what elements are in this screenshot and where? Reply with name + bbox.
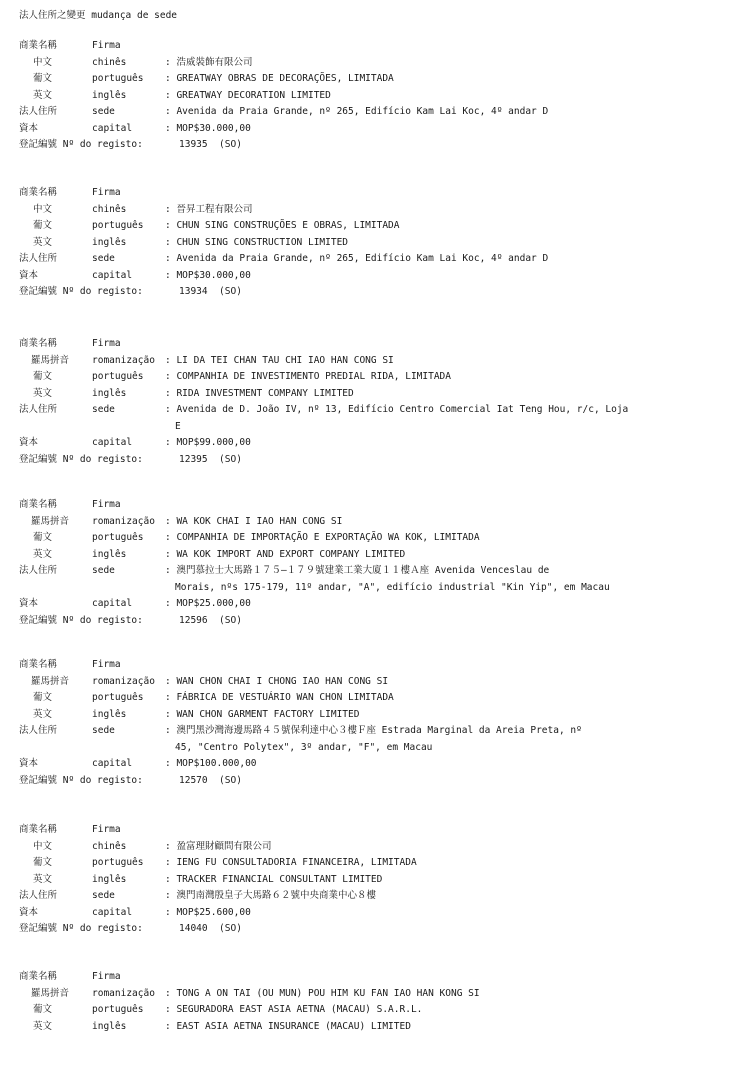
field-value: : RIDA INVESTMENT COMPANY LIMITED [165, 387, 354, 399]
field-pt-label: português [92, 1004, 144, 1015]
registo-label: 登記編號 Nº do registo: [19, 139, 143, 150]
field-zh-label: 英文 [33, 236, 53, 248]
field-pt-label: inglês [92, 89, 127, 101]
firma-header-row [19, 969, 731, 986]
field-value: : MOP$100.000,00 [165, 758, 257, 769]
field-pt-label: português [92, 692, 144, 703]
field-row [19, 707, 731, 724]
firma-pt-label: Firma [92, 187, 121, 198]
company-record [19, 657, 731, 789]
field-zh-label: 英文 [33, 708, 53, 720]
field-zh-label: 中文 [33, 56, 53, 68]
firma-header-row [19, 822, 731, 839]
field-value: : 澳門南灣殷皇子大馬路６２號中央商業中心８樓 [165, 890, 376, 901]
company-record [19, 497, 731, 629]
field-zh-label: 資本 [19, 906, 39, 918]
field-row [19, 353, 731, 370]
field-row [19, 596, 731, 613]
field-row [19, 369, 731, 386]
field-value: : Avenida da Praia Grande, nº 265, Edifício Kam Lai Koc, 4º andar D [165, 106, 549, 117]
field-value: : 盈富理財顧問有限公司 [165, 840, 272, 852]
field-value: : CHUN SING CONSTRUCTION LIMITED [165, 236, 349, 248]
registo-number: 14040 (SO) [179, 923, 242, 934]
field-value: : WAN CHON GARMENT FACTORY LIMITED [165, 708, 360, 720]
firma-pt-label: Firma [92, 971, 121, 982]
firma-header-row [19, 657, 731, 674]
firma-zh-label: 商業名稱 [19, 824, 58, 835]
page-heading: 法人住所之變更 mudança de sede [19, 10, 178, 21]
field-pt-label: capital [92, 437, 133, 448]
field-zh-label: 羅馬拼音 [31, 515, 70, 527]
field-zh-label: 葡文 [33, 1004, 53, 1015]
field-pt-label: sede [92, 404, 115, 415]
field-value: : MOP$25.600,00 [165, 906, 251, 918]
firma-header-row [19, 185, 731, 202]
field-zh-label: 中文 [33, 840, 53, 852]
field-zh-label: 英文 [33, 1020, 53, 1032]
company-record [19, 336, 731, 468]
registo-label: 登記編號 Nº do registo: [19, 774, 143, 786]
field-zh-label: 羅馬拼音 [31, 675, 70, 687]
registo-row [19, 773, 731, 790]
field-pt-label: inglês [92, 548, 127, 560]
field-row [19, 690, 731, 707]
field-zh-label: 資本 [19, 269, 39, 281]
field-pt-label: capital [92, 122, 133, 134]
field-row [19, 855, 731, 872]
registo-label: 登記編號 Nº do registo: [19, 453, 143, 465]
field-pt-label: capital [92, 758, 133, 769]
field-zh-label: 葡文 [33, 371, 53, 382]
field-row [19, 88, 731, 105]
field-pt-label: capital [92, 906, 133, 918]
field-row [19, 756, 731, 773]
field-pt-label: português [92, 220, 144, 231]
field-row [19, 202, 731, 219]
field-zh-label: 羅馬拼音 [31, 987, 70, 999]
field-value: : MOP$99.000,00 [165, 437, 251, 448]
field-value-continuation: Morais, nºs 175-179, 11º andar, "A", edifício industrial "Kin Yip", em Macau [175, 581, 610, 593]
field-value: : 浩威裝飾有限公司 [165, 56, 253, 68]
field-row [19, 723, 731, 740]
field-value: : EAST ASIA AETNA INSURANCE (MACAU) LIMITED [165, 1020, 411, 1032]
field-value: : COMPANHIA DE INVESTIMENTO PREDIAL RIDA, LIMITADA [165, 371, 451, 382]
registo-row [19, 137, 731, 154]
field-row [19, 218, 731, 235]
field-zh-label: 資本 [19, 758, 39, 769]
field-zh-label: 法人住所 [19, 565, 58, 576]
field-value-continuation: 45, "Centro Polytex", 3º andar, "F", em Macau [175, 741, 433, 753]
field-zh-label: 葡文 [33, 220, 53, 231]
registo-number: 13935 (SO) [179, 139, 242, 150]
field-zh-label: 葡文 [33, 73, 53, 84]
field-continuation-row [19, 740, 731, 757]
field-row [19, 563, 731, 580]
company-record [19, 185, 731, 301]
field-pt-label: sede [92, 253, 115, 264]
field-continuation-row [19, 580, 731, 597]
field-row [19, 888, 731, 905]
field-value: : MOP$25.000,00 [165, 598, 251, 609]
firma-zh-label: 商業名稱 [19, 40, 58, 51]
field-value: : COMPANHIA DE IMPORTAÇÃO E EXPORTAÇÃO WA KOK, LIMITADA [165, 532, 480, 543]
field-value: : TRACKER FINANCIAL CONSULTANT LIMITED [165, 873, 383, 885]
field-pt-label: português [92, 73, 144, 84]
field-row [19, 530, 731, 547]
firma-zh-label: 商業名稱 [19, 187, 58, 198]
firma-header-row [19, 497, 731, 514]
field-pt-label: capital [92, 598, 133, 609]
field-value: : GREATWAY OBRAS DE DECORAÇÕES, LIMITADA [165, 73, 394, 84]
field-pt-label: português [92, 532, 144, 543]
field-zh-label: 英文 [33, 89, 53, 101]
firma-zh-label: 商業名稱 [19, 971, 58, 982]
field-value: : LI DA TEI CHAN TAU CHI IAO HAN CONG SI [165, 354, 394, 366]
field-row [19, 402, 731, 419]
firma-pt-label: Firma [92, 499, 121, 510]
field-pt-label: inglês [92, 1020, 127, 1032]
field-row [19, 235, 731, 252]
firma-pt-label: Firma [92, 659, 121, 670]
field-value: : 澳門黑沙灣海邊馬路４５號保利達中心３樓Ｆ座 Estrada Marginal da Areia Preta, nº [165, 725, 582, 736]
field-pt-label: romanização [92, 987, 155, 999]
field-value: : GREATWAY DECORATION LIMITED [165, 89, 331, 101]
registo-number: 12570 (SO) [179, 774, 242, 786]
field-zh-label: 葡文 [33, 692, 53, 703]
field-value: : WA KOK IMPORT AND EXPORT COMPANY LIMITED [165, 548, 406, 560]
registo-label: 登記編號 Nº do registo: [19, 614, 143, 626]
field-pt-label: sede [92, 725, 115, 736]
firma-zh-label: 商業名稱 [19, 659, 58, 670]
field-pt-label: romanização [92, 675, 155, 687]
field-pt-label: sede [92, 565, 115, 576]
field-value: : WA KOK CHAI I IAO HAN CONG SI [165, 515, 343, 527]
field-row [19, 55, 731, 72]
firma-pt-label: Firma [92, 40, 121, 51]
field-pt-label: capital [92, 269, 133, 281]
firma-header-row [19, 38, 731, 55]
registo-row [19, 613, 731, 630]
field-row [19, 104, 731, 121]
field-row [19, 251, 731, 268]
firma-zh-label: 商業名稱 [19, 338, 58, 349]
field-continuation-row [19, 419, 731, 436]
field-pt-label: sede [92, 106, 115, 117]
field-zh-label: 法人住所 [19, 106, 58, 117]
field-zh-label: 葡文 [33, 857, 53, 868]
field-row [19, 839, 731, 856]
field-zh-label: 英文 [33, 387, 53, 399]
field-zh-label: 英文 [33, 548, 53, 560]
field-zh-label: 英文 [33, 873, 53, 885]
field-row [19, 386, 731, 403]
field-value: : TONG A ON TAI (OU MUN) POU HIM KU FAN IAO HAN KONG SI [165, 987, 480, 999]
field-zh-label: 資本 [19, 437, 39, 448]
registo-label: 登記編號 Nº do registo: [19, 923, 143, 934]
field-pt-label: sede [92, 890, 115, 901]
field-pt-label: chinês [92, 840, 127, 852]
field-row [19, 514, 731, 531]
field-row [19, 905, 731, 922]
field-pt-label: chinês [92, 203, 127, 215]
field-zh-label: 資本 [19, 598, 39, 609]
field-zh-label: 法人住所 [19, 890, 58, 901]
field-pt-label: português [92, 857, 144, 868]
field-zh-label: 葡文 [33, 532, 53, 543]
registo-row [19, 284, 731, 301]
field-row [19, 674, 731, 691]
field-value: : Avenida da Praia Grande, nº 265, Edifício Kam Lai Koc, 4º andar D [165, 253, 549, 264]
field-row [19, 1002, 731, 1019]
field-row [19, 268, 731, 285]
registo-label: 登記編號 Nº do registo: [19, 286, 143, 297]
registo-number: 12395 (SO) [179, 453, 242, 465]
company-record [19, 822, 731, 938]
field-pt-label: inglês [92, 708, 127, 720]
company-record [19, 38, 731, 154]
field-row [19, 872, 731, 889]
field-pt-label: português [92, 371, 144, 382]
field-pt-label: chinês [92, 56, 127, 68]
field-value: : Avenida de D. João IV, nº 13, Edifício Centro Comercial Iat Teng Hou, r/c, Loja [165, 404, 629, 415]
field-value: : CHUN SING CONSTRUÇÕES E OBRAS, LIMITADA [165, 220, 400, 231]
registo-number: 12596 (SO) [179, 614, 242, 626]
field-row [19, 547, 731, 564]
field-value: : MOP$30.000,00 [165, 122, 251, 134]
field-zh-label: 法人住所 [19, 253, 58, 264]
field-value: : WAN CHON CHAI I CHONG IAO HAN CONG SI [165, 675, 389, 687]
field-value: : IENG FU CONSULTADORIA FINANCEIRA, LIMITADA [165, 857, 417, 868]
field-row [19, 986, 731, 1003]
field-zh-label: 法人住所 [19, 725, 58, 736]
firma-pt-label: Firma [92, 338, 121, 349]
field-zh-label: 中文 [33, 203, 53, 215]
field-pt-label: inglês [92, 387, 127, 399]
field-pt-label: inglês [92, 236, 127, 248]
field-value: : FÁBRICA DE VESTUÁRIO WAN CHON LIMITADA [165, 692, 394, 703]
field-row [19, 121, 731, 138]
field-value: : SEGURADORA EAST ASIA AETNA (MACAU) S.A.R.L. [165, 1004, 423, 1015]
company-record [19, 969, 731, 1035]
field-row [19, 71, 731, 88]
field-row [19, 435, 731, 452]
field-pt-label: inglês [92, 873, 127, 885]
field-row [19, 1019, 731, 1036]
registo-number: 13934 (SO) [179, 286, 242, 297]
field-zh-label: 資本 [19, 122, 39, 134]
field-value: : 澳門慕拉士大馬路１７５—１７９號建業工業大廈１１樓Ａ座 Avenida Venceslau de [165, 565, 550, 576]
registo-row [19, 452, 731, 469]
field-value: : 晉昇工程有限公司 [165, 203, 253, 215]
field-zh-label: 羅馬拼音 [31, 354, 70, 366]
firma-header-row [19, 336, 731, 353]
firma-pt-label: Firma [92, 824, 121, 835]
field-zh-label: 法人住所 [19, 404, 58, 415]
registo-row [19, 921, 731, 938]
field-pt-label: romanização [92, 354, 155, 366]
firma-zh-label: 商業名稱 [19, 499, 58, 510]
field-value: : MOP$30.000,00 [165, 269, 251, 281]
field-pt-label: romanização [92, 515, 155, 527]
field-value-continuation: E [175, 420, 181, 432]
